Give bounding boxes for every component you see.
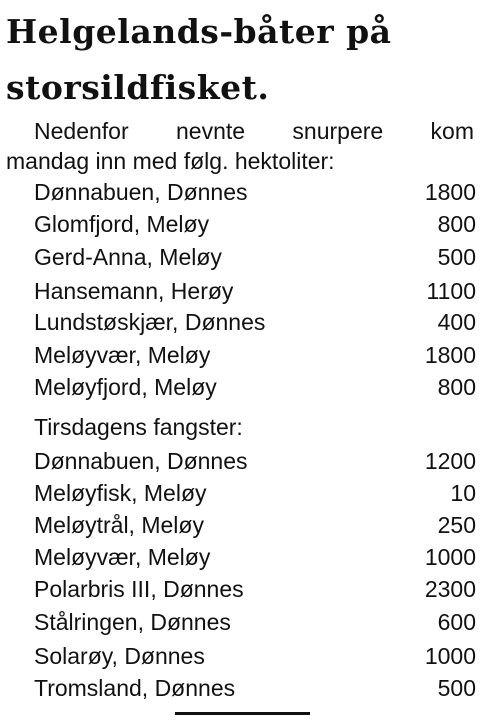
catch-row (34, 542, 476, 573)
intro-word: snurpere (292, 118, 384, 144)
vessel-name: Meløyvær, Meløy (34, 544, 211, 570)
catch-quantity: 500 (437, 244, 476, 270)
catch-row (34, 372, 476, 403)
catch-quantity: 1800 (424, 179, 476, 205)
vessel-name: Meløyfisk, Meløy (34, 480, 207, 506)
catch-quantity: 1000 (424, 544, 476, 570)
catch-row (34, 276, 476, 307)
catch-quantity: 1100 (426, 278, 476, 304)
catch-quantity: 600 (437, 609, 476, 635)
vessel-name: Solarøy, Dønnes (34, 643, 205, 669)
end-rule (175, 712, 310, 715)
catch-row (34, 607, 476, 638)
tuesday-heading: Tirsdagens fangster: (34, 414, 243, 440)
vessel-name: Meløyfjord, Meløy (34, 374, 217, 400)
vessel-name: Tromsland, Dønnes (34, 675, 236, 701)
vessel-name: Dønnabuen, Dønnes (34, 179, 248, 205)
intro-word: kom (430, 118, 474, 144)
intro-line-1 (34, 117, 474, 145)
catch-row (34, 510, 476, 541)
vessel-name: Dønnabuen, Dønnes (34, 448, 248, 474)
catch-quantity: 500 (437, 675, 476, 701)
catch-quantity: 800 (437, 211, 476, 237)
catch-row (34, 641, 476, 672)
catch-quantity: 1000 (424, 643, 476, 669)
catch-row (34, 446, 476, 477)
vessel-name: Stålringen, Dønnes (34, 609, 231, 635)
vessel-name: Hansemann, Herøy (34, 278, 234, 304)
catch-quantity: 1800 (424, 342, 476, 368)
headline-line-2: storsildfisket. (6, 68, 270, 107)
vessel-name: Gerd-Anna, Meløy (34, 244, 222, 270)
catch-quantity: 800 (437, 374, 476, 400)
headline-line-1: Helgelands-båter på (6, 12, 392, 51)
catch-quantity: 10 (450, 480, 476, 506)
vessel-name: Meløytrål, Meløy (34, 512, 204, 538)
catch-row (34, 673, 476, 704)
catch-row (34, 177, 476, 208)
catch-quantity: 250 (437, 512, 476, 538)
vessel-name: Glomfjord, Meløy (34, 211, 210, 237)
intro-line-2: mandag inn med følg. hektoliter: (6, 148, 335, 174)
vessel-name: Lundstøskjær, Dønnes (34, 309, 266, 335)
vessel-name: Meløyvær, Meløy (34, 342, 211, 368)
catch-quantity: 2300 (424, 576, 476, 602)
catch-row (34, 340, 476, 371)
catch-row (34, 307, 476, 338)
catch-quantity: 400 (437, 309, 476, 335)
intro-word: Nedenfor (34, 118, 129, 144)
catch-row (34, 574, 476, 605)
catch-row (34, 478, 476, 509)
intro-word: nevnte (175, 118, 246, 144)
vessel-name: Polarbris III, Dønnes (34, 576, 244, 602)
catch-quantity: 1200 (424, 448, 476, 474)
catch-row (34, 242, 476, 273)
catch-row (34, 209, 476, 240)
